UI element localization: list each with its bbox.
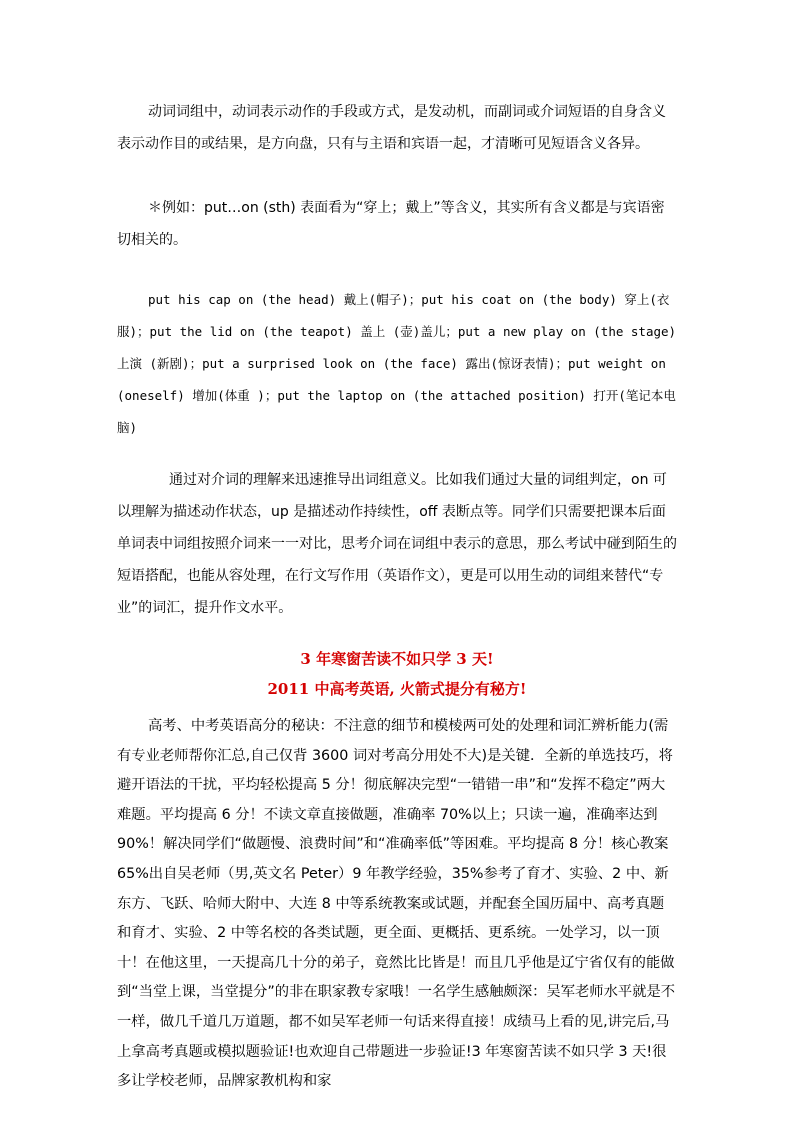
promo-body-text: 高考、中考英语高分的秘诀：不注意的细节和模棱两可处的处理和词汇辨析能力(需有专业老师帮你汇总,自己仅背 3600 词对考高分用处不大)是关键．全新的单选技巧，将避开语法的干扰，平均轻松提高 5 分！彻底解决完型“一错错一串”和“发挥不稳定”两大难题。平均提高 6 分！不读文章直接做题，准确率 70%以上；只读一遍，准确率达到 90%！解决同学们“做题慢、浪费时间”和“准确率低”等困难。平均提高 8 分！核心教案 65%出自吴老师（男,英文名 Peter）9 年教学经验，35%参考了育才、实验、2 中、新东方、飞跃、哈师大附中、大连 8 中等系统教案或试题，并配套全国历届中、高考真题和育才、实验、2 中等名校的各类试题，更全面、更概括、更系统。一处学习，以一顶十！在他这里，一天提高几十分的弟子，竟然比比皆是！而且几乎他是辽宁省仅有的能做到“当堂上课，当堂提分”的非在职家教专家哦！一名学生感触颇深：吴军老师水平就是不一样，做几千道几万道题，都不如吴军老师一句话来得直接！成绩马上看的见,讲完后,马上拿高考真题或模拟题验证!也欢迎自己带题进一步验证!3 年寒窗苦读不如只学 3 天!很多让学校老师，品牌家教机构和家 bbox=[117, 718, 676, 1090]
paragraph-put-on-examples: put his cap on (the head) 戴上(帽子)；put his coat on (the body) 穿上(衣服)；put the lid on (the teapot) 盖上 (壶)盖儿；put a new play on (the stage) 上演 (新剧)；put a surprised look on (the face) 露出(惊讶表情)；put weight on (oneself) 增加(体重 )；put the laptop on (the attached position) 打开(笔记本电脑) bbox=[117, 292, 677, 435]
promo-title-1: 3 年寒窗苦读不如只学 3 天! bbox=[300, 650, 494, 668]
paragraph-example-intro: ＊例如：put…on (sth) 表面看为“穿上；戴上”等含义，其实所有含义都是与宾语密切相关的。 bbox=[117, 200, 665, 248]
paragraph-phrase-meaning: 动词词组中，动词表示动作的手段或方式，是发动机，而副词或介词短语的自身含义表示动作目的或结果，是方向盘，只有与主语和宾语一起，才清晰可见短语含义各异。 bbox=[117, 104, 666, 152]
promo-title-2: 2011 中高考英语, 火箭式提分有秘方! bbox=[267, 680, 527, 698]
paragraph-preposition-method: 通过对介词的理解来迅速推导出词组意义。比如我们通过大量的词组判定，on 可以理解为描述动作状态，up 是描述动作持续性，off 表断点等。同学们只需要把课本后面单词表中词组按照介词来一一对比，思考介词在词组中表示的意思，那么考试中碰到陌生的短语搭配，也能从容处理，在行文写作用（英语作文），更是可以用生动的词组来替代“专业”的词汇，提升作文水平。 bbox=[117, 472, 677, 616]
